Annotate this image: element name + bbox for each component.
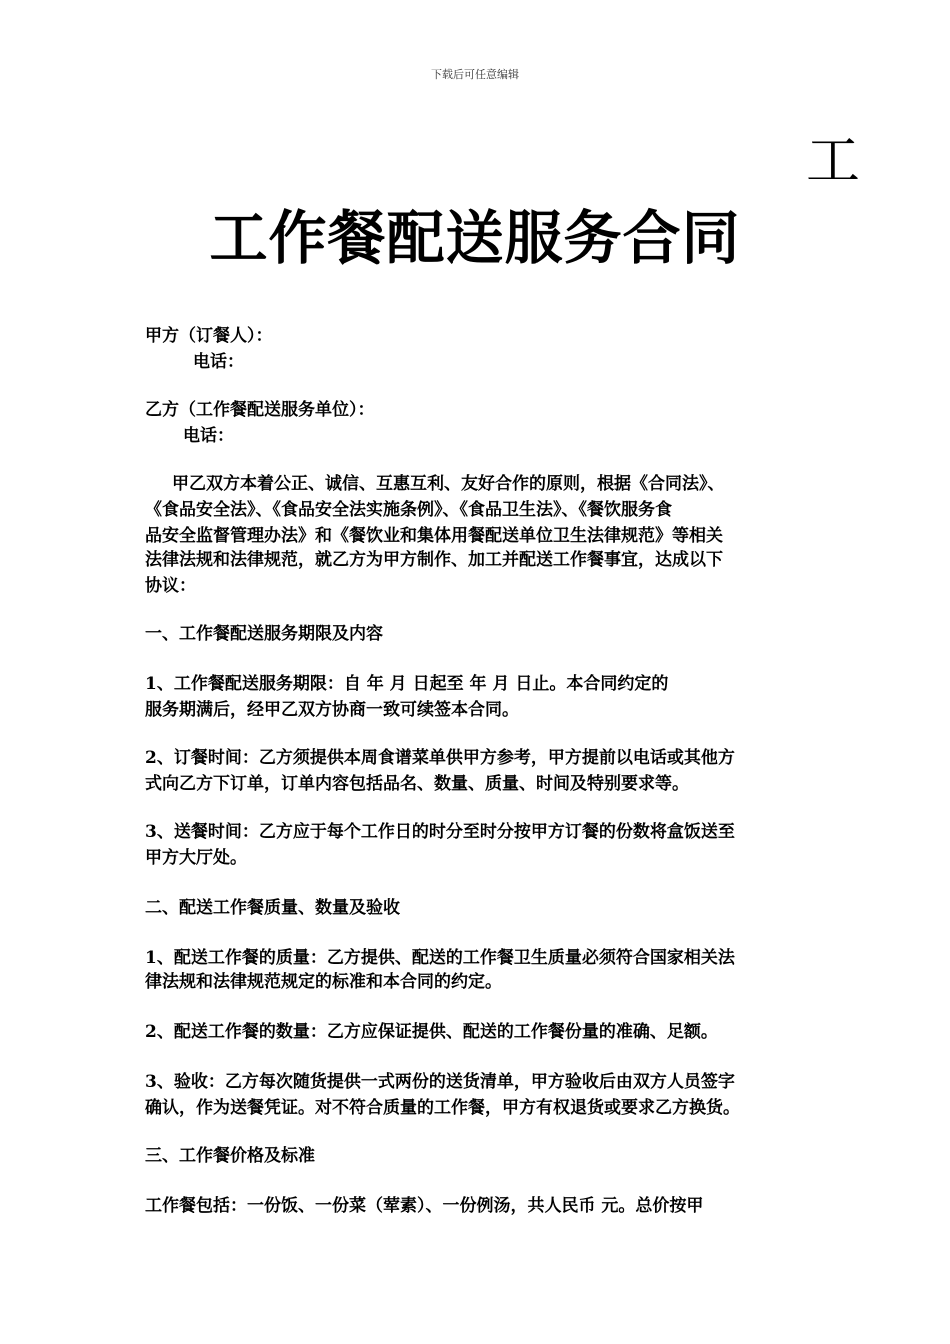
clause-line: 3、送餐时间：乙方应于每个工作日的时分至时分按甲方订餐的份数将盒饭送至 (145, 822, 735, 842)
clause-line: 服务期满后，经甲乙双方协商一致可续签本合同。 (145, 700, 519, 720)
party-a-phone-label: 电话： (193, 352, 244, 372)
preamble-line: 《食品安全法》、《食品安全法实施条例》、《食品卫生法》、《餐饮服务食 (145, 500, 672, 520)
preamble-line: 协议： (145, 576, 196, 596)
party-b-label: 乙方（工作餐配送服务单位）： (145, 400, 375, 420)
section-heading: 三、工作餐价格及标准 (145, 1146, 315, 1166)
clause-line: 1、配送工作餐的质量：乙方提供、配送的工作餐卫生质量必须符合国家相关法 (145, 948, 735, 968)
clause-line: 1、工作餐配送服务期限：自 年 月 日起至 年 月 日止。本合同约定的 (145, 674, 669, 694)
clause-line: 工作餐包括：一份饭、一份菜（荤素）、一份例汤，共人民币 元。总价按甲 (145, 1196, 704, 1216)
clause-line: 3、验收：乙方每次随货提供一式两份的送货清单，甲方验收后由双方人员签字 (145, 1072, 735, 1092)
clause-line: 2、配送工作餐的数量：乙方应保证提供、配送的工作餐份量的准确、足额。 (145, 1022, 718, 1042)
clause-line: 式向乙方下订单，订单内容包括品名、数量、质量、时间及特别要求等。 (145, 774, 689, 794)
section-heading: 一、工作餐配送服务期限及内容 (145, 624, 383, 644)
clause-line: 律法规和法律规范规定的标准和本合同的约定。 (145, 972, 502, 992)
preamble-line: 品安全监督管理办法》和《餐饮业和集体用餐配送单位卫生法律规范》等相关 (145, 526, 723, 546)
clause-line: 甲方大厅处。 (145, 848, 247, 868)
clause-line: 2、订餐时间：乙方须提供本周食谱菜单供甲方参考，甲方提前以电话或其他方 (145, 748, 735, 768)
corner-character: 工 (806, 129, 860, 192)
preamble-line: 法律法规和法律规范，就乙方为甲方制作、加工并配送工作餐事宜，达成以下 (145, 550, 723, 570)
party-a-label: 甲方（订餐人）： (145, 326, 273, 346)
clause-line: 确认，作为送餐凭证。对不符合质量的工作餐，甲方有权退货或要求乙方换货。 (145, 1098, 740, 1118)
preamble-line: 甲乙双方本着公正、诚信、互惠互利、友好合作的原则，根据《合同法》、 (172, 474, 725, 494)
party-b-phone-label: 电话： (183, 426, 234, 446)
document-title: 工作餐配送服务合同 (209, 204, 741, 272)
section-heading: 二、配送工作餐质量、数量及验收 (145, 898, 400, 918)
header-note: 下载后可任意编辑 (431, 68, 519, 81)
